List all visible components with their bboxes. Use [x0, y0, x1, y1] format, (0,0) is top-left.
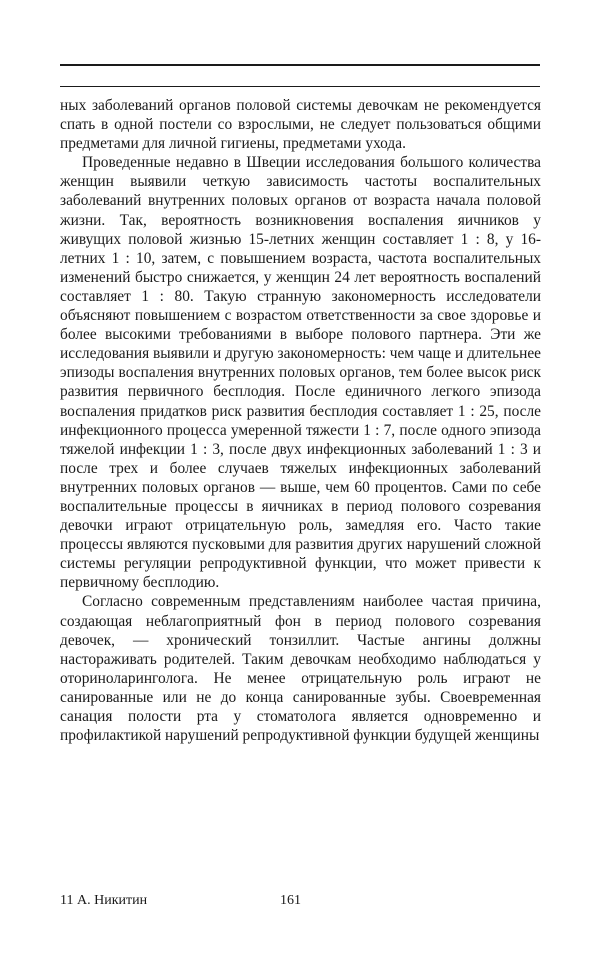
page-number: 161 — [280, 893, 301, 908]
printer-signature: 11 А. Никитин — [60, 893, 148, 908]
paragraph-sweden-study: Проведенные недавно в Швеции исследования большого количества женщин выявили четкую зависимость частоты воспалительных заболеваний внутренних половых органов от возраста начала половой жизни. Так, вероятность возникновения воспаления яичников у живущих половой жизнью 15-летних женщин составляет 1 : 8, у 16-летних 1 : 10, затем, с повышением возраста, частота воспалительных изменений быстро снижается, у женщин 24 лет вероятность воспалений составляет 1 : 80. Такую странную закономерность исследователи объясняют повышением с возрастом ответственности за свое здоровье и более высокими требованиями в выборе полового партнера. Эти же исследования выявили и другую закономерность: чем чаще и длительнее эпизоды воспаления внутренних половых органов, тем более высок риск развития первичного бесплодия. После единичного легкого эпизода воспаления придатков риск развития бесплодия составляет 1 : 25, после инфекционного процесса умеренной тяжести 1 : 7, после одного эпизода тяжелой инфекции 1 : 3, после двух инфекционных заболеваний 1 : 3 и после трех и более случаев тяжелых инфекционных заболеваний внутренних половых органов — выше, чем 60 процентов. Сами по себе воспалительные процессы в яичниках в период полового созревания девочки играют отрицательную роль, замедляя его. Часто такие процессы являются пусковыми для развития других нарушений сложной системы регуляции репродуктивной функции, что может привести к первичному бесплодию. — [60, 154, 541, 592]
paragraph-continuation: ных заболеваний органов половой системы девочкам не рекомендуется спать в одной постели со взрослыми, не следует пользоваться общими предметами для личной гигиены, предметами ухода. — [60, 97, 541, 153]
header-rule-thin — [60, 86, 540, 87]
header-rule — [60, 64, 540, 66]
body-text — [60, 96, 541, 745]
paragraph-tonsillitis: Согласно современным представлениям наиболее частая причина, создающая неблагоприятный фон в период полового созревания девочек, — хронический тонзиллит. Частые ангины должны настораживать родителей. Таким девочкам необходимо наблюдаться у оториноларинголога. Не менее отрицательную роль играют не санированные или не до конца санированные зубы. Своевременная санация полости рта у стоматолога является одновременно и профилактикой нарушений репродуктивной функции будущей женщины — [60, 593, 541, 745]
page-footer — [60, 893, 540, 913]
